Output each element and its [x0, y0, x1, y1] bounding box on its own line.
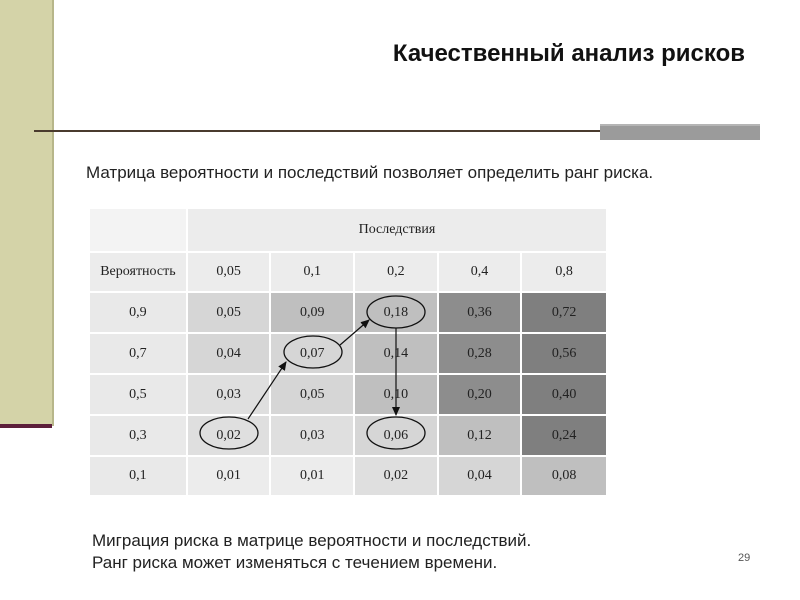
consequence-value: 0,2 [354, 252, 438, 292]
matrix-cell: 0,07 [270, 333, 354, 374]
matrix-cell: 0,09 [270, 292, 354, 333]
consequences-header: Последствия [187, 208, 607, 252]
page-number: 29 [738, 552, 751, 564]
matrix-cell: 0,03 [187, 374, 271, 415]
matrix-cell: 0,06 [354, 415, 438, 456]
matrix-cell: 0,72 [521, 292, 607, 333]
matrix-cell: 0,05 [187, 292, 271, 333]
matrix-cell: 0,20 [438, 374, 522, 415]
probability-value: 0,5 [89, 374, 187, 415]
matrix-cell: 0,02 [354, 456, 438, 496]
divider-bar [600, 124, 760, 140]
sidebar-accent [0, 424, 52, 428]
risk-circle-peak [367, 296, 425, 328]
probability-value: 0,7 [89, 333, 187, 374]
title-divider [34, 130, 600, 132]
migration-arrow-1 [248, 362, 286, 419]
consequence-value: 0,8 [521, 252, 607, 292]
matrix-cell: 0,10 [354, 374, 438, 415]
risk-circle-mid [284, 336, 342, 368]
caption-line: Ранг риска может изменяться с течением времени. [92, 553, 498, 572]
matrix-cell: 0,18 [354, 292, 438, 333]
slide-title: Качественный анализ рисков [392, 40, 745, 67]
matrix-cell: 0,04 [438, 456, 522, 496]
caption-line: Миграция риска в матрице вероятности и последствий. [92, 531, 532, 550]
matrix-cell: 0,04 [187, 333, 271, 374]
matrix-cell: 0,01 [187, 456, 271, 496]
matrix-cell: 0,40 [521, 374, 607, 415]
risk-circle-end [367, 417, 425, 449]
matrix-cell: 0,56 [521, 333, 607, 374]
migration-arrow-2 [340, 320, 369, 345]
consequence-value: 0,1 [270, 252, 354, 292]
matrix-cell: 0,12 [438, 415, 522, 456]
matrix-cell: 0,24 [521, 415, 607, 456]
matrix-cell: 0,05 [270, 374, 354, 415]
matrix-cell: 0,03 [270, 415, 354, 456]
consequence-value: 0,4 [438, 252, 522, 292]
risk-matrix-figure [88, 207, 608, 497]
matrix-cell: 0,08 [521, 456, 607, 496]
matrix-cell: 0,14 [354, 333, 438, 374]
matrix-cell: 0,01 [270, 456, 354, 496]
risk-circle-start [200, 417, 258, 449]
matrix-cell: 0,28 [438, 333, 522, 374]
probability-header: Вероятность [89, 252, 187, 292]
probability-value: 0,1 [89, 456, 187, 496]
probability-value: 0,3 [89, 415, 187, 456]
matrix-cell: 0,36 [438, 292, 522, 333]
matrix-cell: 0,02 [187, 415, 271, 456]
probability-value: 0,9 [89, 292, 187, 333]
consequence-value: 0,05 [187, 252, 271, 292]
slide-caption [92, 530, 531, 574]
risk-migration-overlay [88, 207, 608, 497]
slide-subtitle: Матрица вероятности и последствий позволяет определить ранг риска. [86, 163, 654, 182]
